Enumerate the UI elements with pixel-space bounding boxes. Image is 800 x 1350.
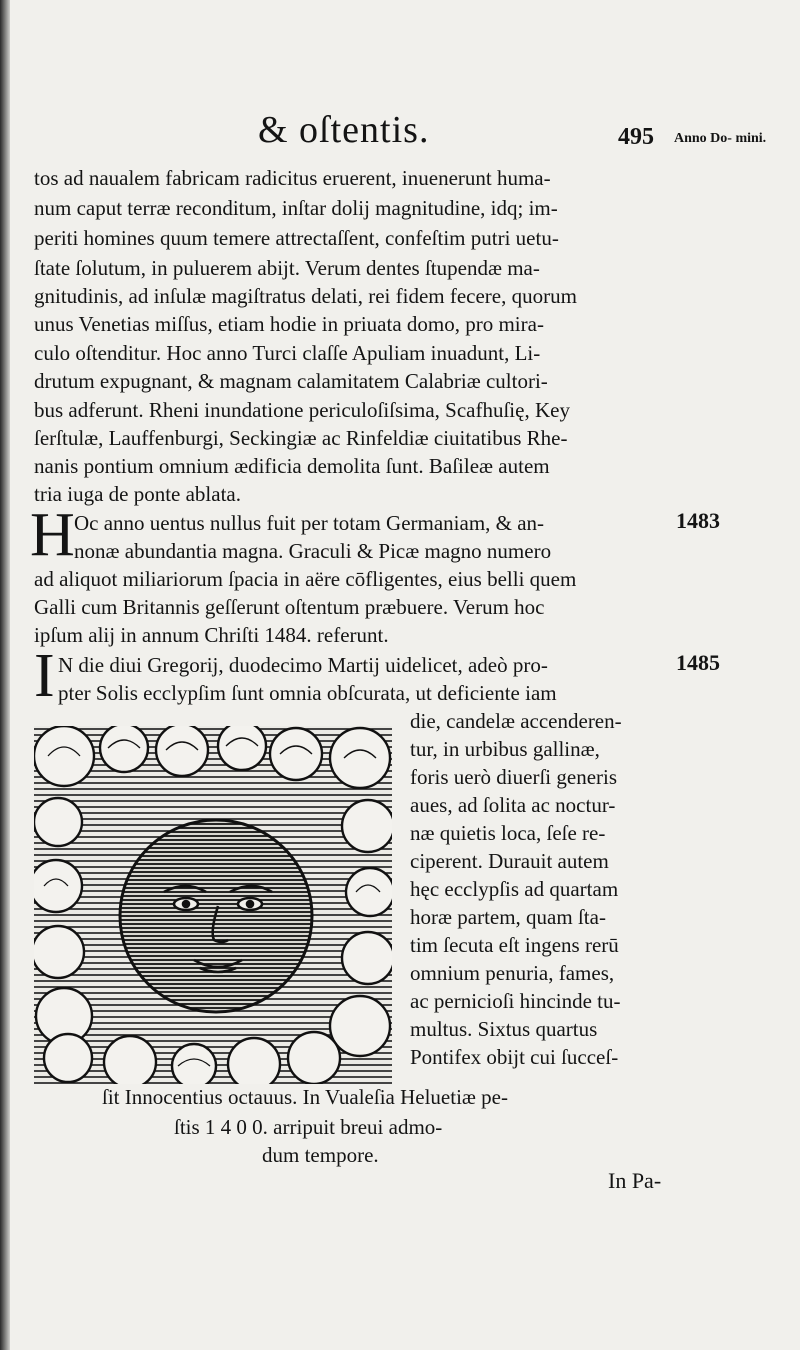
text-line: N die diui Gregorij, duodecimo Martij uidelicet, adeò pro- [58, 653, 548, 677]
text-line: tur, in urbibus gallinæ, [410, 737, 600, 761]
text-line: ſtis 1 4 0 0. arripuit breui admo- [174, 1115, 443, 1139]
margin-heading: Anno Do- mini. [674, 131, 767, 146]
catchword: In Pa- [608, 1168, 662, 1193]
text-line: Pontifex obijt cui ſucceſ- [410, 1045, 619, 1069]
running-title: & oſtentis. [258, 109, 430, 151]
text-line: horæ partem, quam ſta- [410, 905, 606, 929]
text-line: die, candelæ accenderen- [410, 709, 622, 733]
text-line: num caput terræ reconditum, inſtar dolij magnitudine, idq; im- [34, 196, 558, 220]
text-line: tim ſecuta eſt ingens rerū [410, 933, 619, 957]
margin-year-note: 1483 [676, 508, 720, 533]
text-line: tos ad naualem fabricam radicitus eruerent, inuenerunt huma- [34, 166, 551, 190]
text-line: gnitudinis, ad inſulæ magiſtratus delati, rei fidem fecere, quorum [34, 284, 577, 308]
page-number: 495 [618, 124, 654, 150]
text-line: pter Solis ecclypſim ſunt omnia obſcurata, ut deficiente iam [58, 681, 557, 705]
text-line: ac pernicioſi hincinde tu- [410, 989, 621, 1013]
dropcap-letter: I [34, 642, 55, 710]
text-line: nonæ abundantia magna. Graculi & Picæ magno numero [74, 539, 552, 563]
text-line: Galli cum Britannis geſſerunt oſtentum præbuere. Verum hoc [34, 595, 545, 619]
text-line: culo oſtenditur. Hoc anno Turci claſſe Apuliam inuadunt, Li- [34, 341, 541, 365]
text-line: næ quietis loca, ſeſe re- [410, 821, 606, 845]
text-line: periti homines quum temere attrectaſſent, confeſtim putri uetu- [34, 226, 559, 250]
text-line: dum tempore. [262, 1143, 379, 1167]
text-line: multus. Sixtus quartus [410, 1017, 598, 1041]
text-line: nanis pontium omnium ædificia demolita ſunt. Baſileæ autem [34, 454, 550, 478]
page-gutter-shadow [0, 0, 10, 1350]
text-line: omnium penuria, fames, [410, 961, 615, 985]
text-line: foris uerò diuerſi generis [410, 765, 618, 789]
margin-year-note: 1485 [676, 650, 720, 675]
text-line: unus Venetias miſſus, etiam hodie in priuata domo, pro mira- [34, 312, 544, 336]
text-line: bus adferunt. Rheni inundatione periculoſiſsima, Scafhuſię, Key [34, 398, 570, 422]
eclipse-woodcut [34, 726, 392, 1084]
dropcap-letter: H [30, 501, 75, 569]
text-line: aues, ad ſolita ac noctur- [410, 793, 616, 817]
text-line: ſtate ſolutum, in puluerem abijt. Verum dentes ſtupendæ ma- [34, 256, 540, 280]
text-line: ciperent. Durauit autem [410, 849, 609, 873]
text-line: ſerſtulæ, Lauffenburgi, Seckingiæ ac Rinfeldiæ ciuitatibus Rhe- [34, 426, 568, 450]
text-line: ipſum alij in annum Chriſti 1484. referunt. [34, 623, 389, 647]
text-line: Oc anno uentus nullus fuit per totam Germaniam, & an- [74, 511, 545, 535]
text-line: drutum expugnant, & magnam calamitatem Calabriæ cultori- [34, 369, 548, 393]
text-line: ad aliquot miliariorum ſpacia in aëre cōfligentes, eius belli quem [34, 567, 577, 591]
text-line: tria iuga de ponte ablata. [34, 482, 241, 506]
text-line: ſit Innocentius octauus. In Vualeſia Heluetiæ pe- [102, 1085, 508, 1109]
text-line: hęc ecclypſis ad quartam [410, 877, 619, 901]
